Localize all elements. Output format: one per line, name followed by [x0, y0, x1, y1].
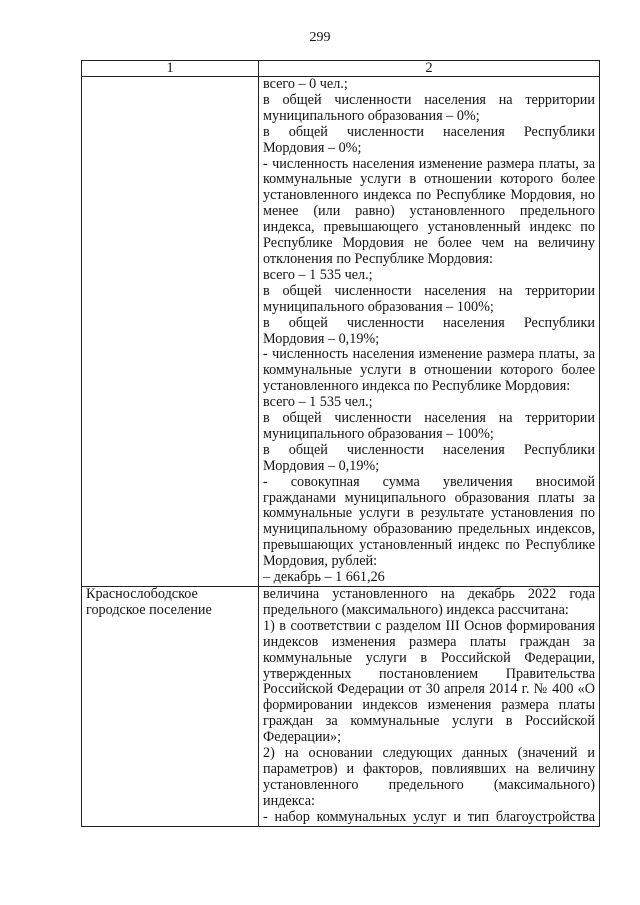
text-line: предельного (максимального) индекса рассчитана: — [263, 601, 569, 618]
text-line: Российской Федерации от 30 апреля 2014 г. № 400 «О — [263, 681, 595, 698]
text-line: менее (или равно) установленного предельного — [263, 203, 595, 220]
text-line: индекса, превышающего установленный индекс по — [263, 219, 595, 236]
page-number: 299 — [309, 30, 331, 45]
description-cell — [259, 587, 600, 827]
text-line: коммунальные услуги в отношении которого более — [263, 171, 595, 188]
table-row — [82, 587, 600, 827]
text-line: Федерации»; — [263, 729, 342, 746]
text-line: - совокупная сумма увеличения вносимой — [263, 473, 595, 490]
text-line: 2) на основании следующих данных (значений и — [263, 745, 595, 762]
column-header-1: 1 — [82, 61, 259, 77]
text-line: Мордовия – 0,19%; — [263, 330, 380, 347]
text-line: установленного предельного (максимального) — [263, 776, 595, 793]
text-line: коммунальные услуги в результате установления по — [263, 505, 595, 522]
text-line: Республике Мордовия не более чем на величину — [263, 235, 595, 252]
text-line: величина установленного на декабрь 2022 года — [263, 586, 595, 602]
text-line: муниципального образования – 100%; — [263, 425, 494, 442]
text-line: всего – 0 чел.; — [263, 76, 348, 92]
text-line: Мордовия – 0,19%; — [263, 457, 380, 474]
text-line: граждан за коммунальные услуги в Российской — [263, 713, 595, 730]
text-line: - набор коммунальных услуг и тип благоустройства — [263, 808, 595, 825]
table-header-row — [82, 61, 600, 77]
text-line: в общей численности населения на территории — [263, 91, 595, 108]
text-line: Мордовия, рублей: — [263, 553, 378, 570]
column-header-2: 2 — [259, 61, 600, 77]
text-line: всего – 1 535 чел.; — [263, 394, 373, 411]
text-line: муниципальному образованию предельных индексов, — [263, 521, 595, 538]
text-line: в общей численности населения Республики — [263, 441, 595, 458]
description-cell — [259, 77, 600, 587]
text-line: в общей численности населения Республики — [263, 314, 595, 331]
text-line: в общей численности населения Республики — [263, 123, 595, 140]
text-line: установленного индекса по Республике Мордовия, но — [263, 187, 595, 204]
text-line: коммунальные услуги в отношении которого более — [263, 362, 595, 379]
municipality-cell — [82, 77, 259, 587]
text-line: муниципального образования – 0%; — [263, 107, 480, 124]
municipality-cell — [82, 587, 259, 827]
text-line: индексов изменения размера платы граждан за — [263, 633, 595, 650]
text-line: утвержденных постановлением Правительства — [263, 665, 595, 682]
text-line: отклонения по Республике Мордовия: — [263, 250, 493, 267]
text-line: в общей численности населения на территории — [263, 410, 595, 427]
text-line: – декабрь – 1 661,26 — [263, 569, 385, 586]
table-row — [82, 77, 600, 587]
municipality-name-line: городское поселение — [86, 601, 212, 618]
municipality-name-line: Краснослободское — [86, 586, 198, 602]
text-line: - численность населения изменение размера платы, за — [263, 155, 595, 172]
text-line: превышающих установленный индекс по Республике — [263, 537, 595, 554]
text-line: 1) в соответствии с разделом III Основ формирования — [263, 617, 595, 634]
text-line: - численность населения изменение размера платы, за — [263, 346, 595, 363]
document-table — [81, 60, 600, 827]
text-line: индекса: — [263, 792, 315, 809]
text-line: Мордовия – 0%; — [263, 139, 362, 156]
text-line: параметров) и факторов, повлиявших на величину — [263, 760, 595, 777]
text-line: всего – 1 535 чел.; — [263, 266, 373, 283]
text-line: установленного индекса по Республике Мордовия: — [263, 378, 571, 395]
text-line: коммунальные услуги в Российской Федерации, — [263, 649, 595, 666]
text-line: гражданами муниципального образования платы за — [263, 489, 595, 506]
text-line: формировании индексов изменения размера платы — [263, 697, 595, 714]
text-line: муниципального образования – 100%; — [263, 298, 494, 315]
text-line: в общей численности населения на территории — [263, 282, 595, 299]
